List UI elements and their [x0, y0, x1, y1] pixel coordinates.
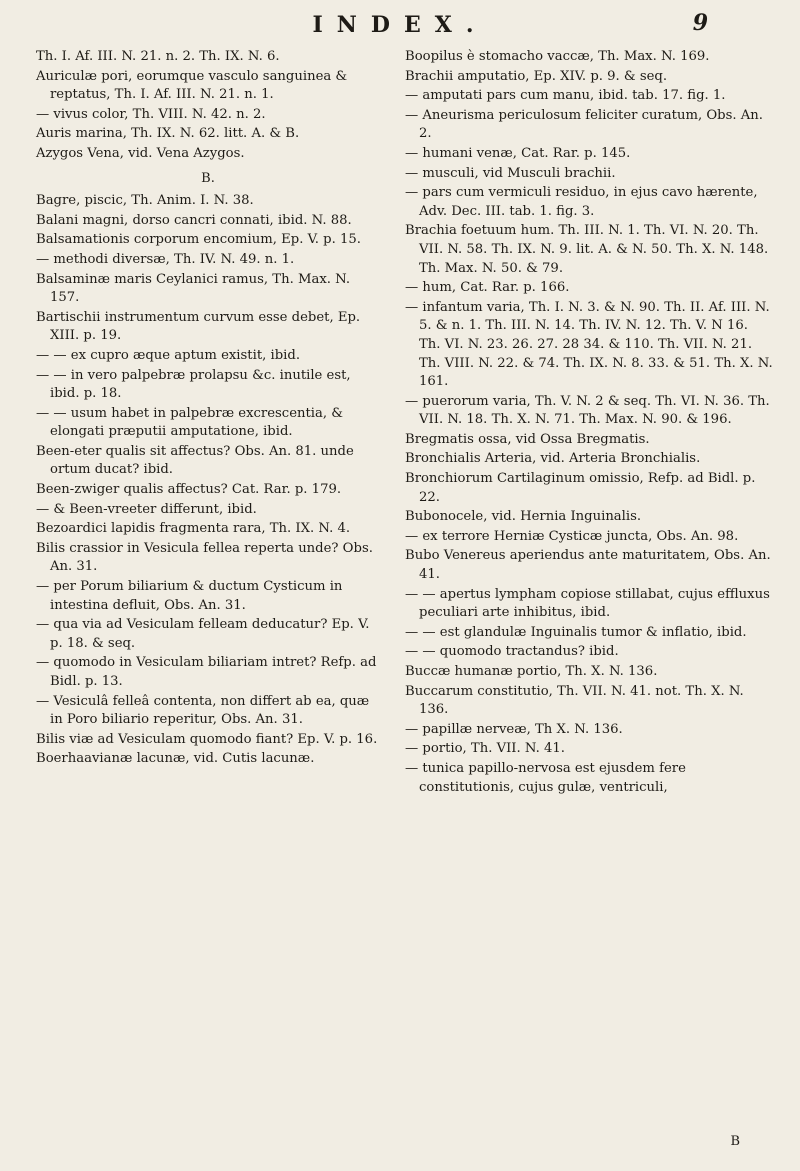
index-entry: Boerhaavianæ lacunæ, vid. Cutis lacunæ. [36, 751, 315, 767]
index-entry: — — apertus lympham copiose stillabat, cujus effluxus peculiari arte inhibitus, ibid. [405, 586, 770, 621]
index-entry: Buccæ humanæ portio, Th. X. N. 136. [405, 664, 658, 679]
page-title: INDEX. [312, 12, 488, 38]
index-entry: — papillæ nerveæ, Th X. N. 136. [405, 721, 623, 737]
index-entry: — Aneurisma periculosum feliciter curatum, Obs. An. 2. [405, 107, 763, 142]
index-entry: Bubo Venereus aperiendus ante maturitatem, Obs. An. 41. [405, 548, 771, 583]
index-entry: Brachia foetuum hum. Th. III. N. 1. Th. VI. N. 20. Th. VII. N. 58. Th. IX. N. 9. lit. A. & N. 50. Th. X. N. 148. Th. Max. N. 50. & 79. [405, 223, 769, 276]
index-entry: — — in vero palpebræ prolapsu &c. inutile est, ibid. p. 18. [36, 367, 351, 402]
index-entry: Brachii amputatio, Ep. XIV. p. 9. & seq. [405, 68, 668, 84]
index-entry: — humani venæ, Cat. Rar. p. 145. [405, 145, 631, 161]
section-letter: B. [201, 170, 215, 186]
index-entry: Been-eter qualis sit affectus? Obs. An. 81. unde ortum ducat? ibid. [36, 443, 354, 478]
index-entry: Bilis crassior in Vesicula fellea reperta unde? Obs. An. 31. [36, 540, 373, 575]
index-entry: — & Been-vreeter differunt, ibid. [36, 501, 257, 517]
index-entry: — hum, Cat. Rar. p. 166. [405, 280, 570, 296]
index-entry: Azygos Vena, vid. Vena Azygos. [36, 145, 245, 161]
index-entry: — — usum habet in palpebræ excrescentia, & elongati præputii amputatione, ibid. [36, 405, 343, 440]
index-entry: — — quomodo tractandus? ibid. [405, 644, 619, 660]
index-entry: — pars cum vermiculi residuo, in ejus cavo hærente, Adv. Dec. III. tab. 1. fig. 3. [405, 185, 758, 219]
index-entry: — Vesiculâ felleâ contenta, non differt ab ea, quæ in Poro biliario reperitur, Obs. An. 31. [36, 693, 370, 728]
index-entry: — quomodo in Vesiculam biliariam intret? Refp. ad Bidl. p. 13. [36, 655, 377, 689]
index-entry: Boopilus è stomacho vaccæ, Th. Max. N. 169. [405, 49, 710, 64]
index-entry: Buccarum constitutio, Th. VII. N. 41. not. Th. X. N. 136. [405, 683, 744, 718]
index-entry: Auris marina, Th. IX. N. 62. litt. A. & B. [36, 126, 300, 142]
index-entry: Bronchiorum Cartilaginum omissio, Refp. ad Bidl. p. 22. [405, 471, 756, 505]
index-entry: Bilis viæ ad Vesiculam quomodo fiant? Ep. V. p. 16. [36, 731, 378, 747]
catchword: B [730, 1134, 740, 1149]
left-column [36, 48, 380, 770]
index-entry: — tunica papillo-nervosa est ejusdem fere constitutionis, cujus gulæ, ventriculi, [405, 760, 686, 795]
index-entry: Balani magni, dorso cancri connati, ibid. N. 88. [36, 212, 352, 228]
index-entry: Bronchialis Arteria, vid. Arteria Bronchialis. [405, 451, 701, 467]
index-entry: Bartischii instrumentum curvum esse debet, Ep. XIII. p. 19. [36, 309, 361, 344]
index-entry: — musculi, vid Musculi brachii. [405, 165, 616, 181]
index-entry: — — ex cupro æque aptum existit, ibid. [36, 347, 301, 363]
index-entry: — puerorum varia, Th. V. N. 2 & seq. Th. VI. N. 36. Th. VII. N. 18. Th. X. N. 71. Th. Max. N. 90. & 196. [405, 393, 770, 428]
index-entry: — — est glandulæ Inguinalis tumor & inflatio, ibid. [405, 624, 747, 640]
index-entry: Auriculæ pori, eorumque vasculo sanguinea & reptatus, Th. I. Af. III. N. 21. n. 1. [36, 68, 348, 103]
index-entry: — infantum varia, Th. I. N. 3. & N. 90. Th. II. Af. III. N. 5. & n. 1. Th. III. N. 14. Th. IV. N. 12. Th. V. N 16. Th. VI. N. 23. 26. 27. 28 34. & 110. Th. VII. N. 21. Th. VIII. N. 22. & 74. Th. IX. N. 8. 33. & 51. Th. X. N. 161. [405, 299, 773, 390]
index-entry: Balsamationis corporum encomium, Ep. V. p. 15. [36, 232, 361, 248]
index-entry: Th. I. Af. III. N. 21. n. 2. Th. IX. N. 6. [36, 49, 280, 64]
index-entry: Bagre, piscic, Th. Anim. I. N. 38. [36, 193, 254, 209]
index-entry: Balsaminæ maris Ceylanici ramus, Th. Max. N. 157. [36, 271, 351, 306]
index-entry: — amputati pars cum manu, ibid. tab. 17. fig. 1. [405, 88, 726, 104]
index-entry: — portio, Th. VII. N. 41. [405, 741, 565, 757]
index-entry: Bezoardici lapidis fragmenta rara, Th. IX. N. 4. [36, 521, 351, 537]
index-entry: Bubonocele, vid. Hernia Inguinalis. [405, 509, 642, 525]
index-entry: Been-zwiger qualis affectus? Cat. Rar. p. 179. [36, 482, 342, 498]
index-entry: — methodi diversæ, Th. IV. N. 49. n. 1. [36, 251, 295, 267]
index-entry: — ex terrore Herniæ Cysticæ juncta, Obs. An. 98. [405, 528, 739, 544]
page-number: 9 [692, 10, 708, 36]
index-entry: — vivus color, Th. VIII. N. 42. n. 2. [36, 106, 266, 122]
page-header [0, 8, 800, 48]
index-entry: — per Porum biliarium & ductum Cysticum in intestina defluit, Obs. An. 31. [36, 579, 343, 613]
index-entry: — qua via ad Vesiculam felleam deducatur? Ep. V. p. 18. & seq. [36, 617, 370, 651]
index-entry: Bregmatis ossa, vid Ossa Bregmatis. [405, 431, 650, 447]
right-column [405, 48, 773, 798]
